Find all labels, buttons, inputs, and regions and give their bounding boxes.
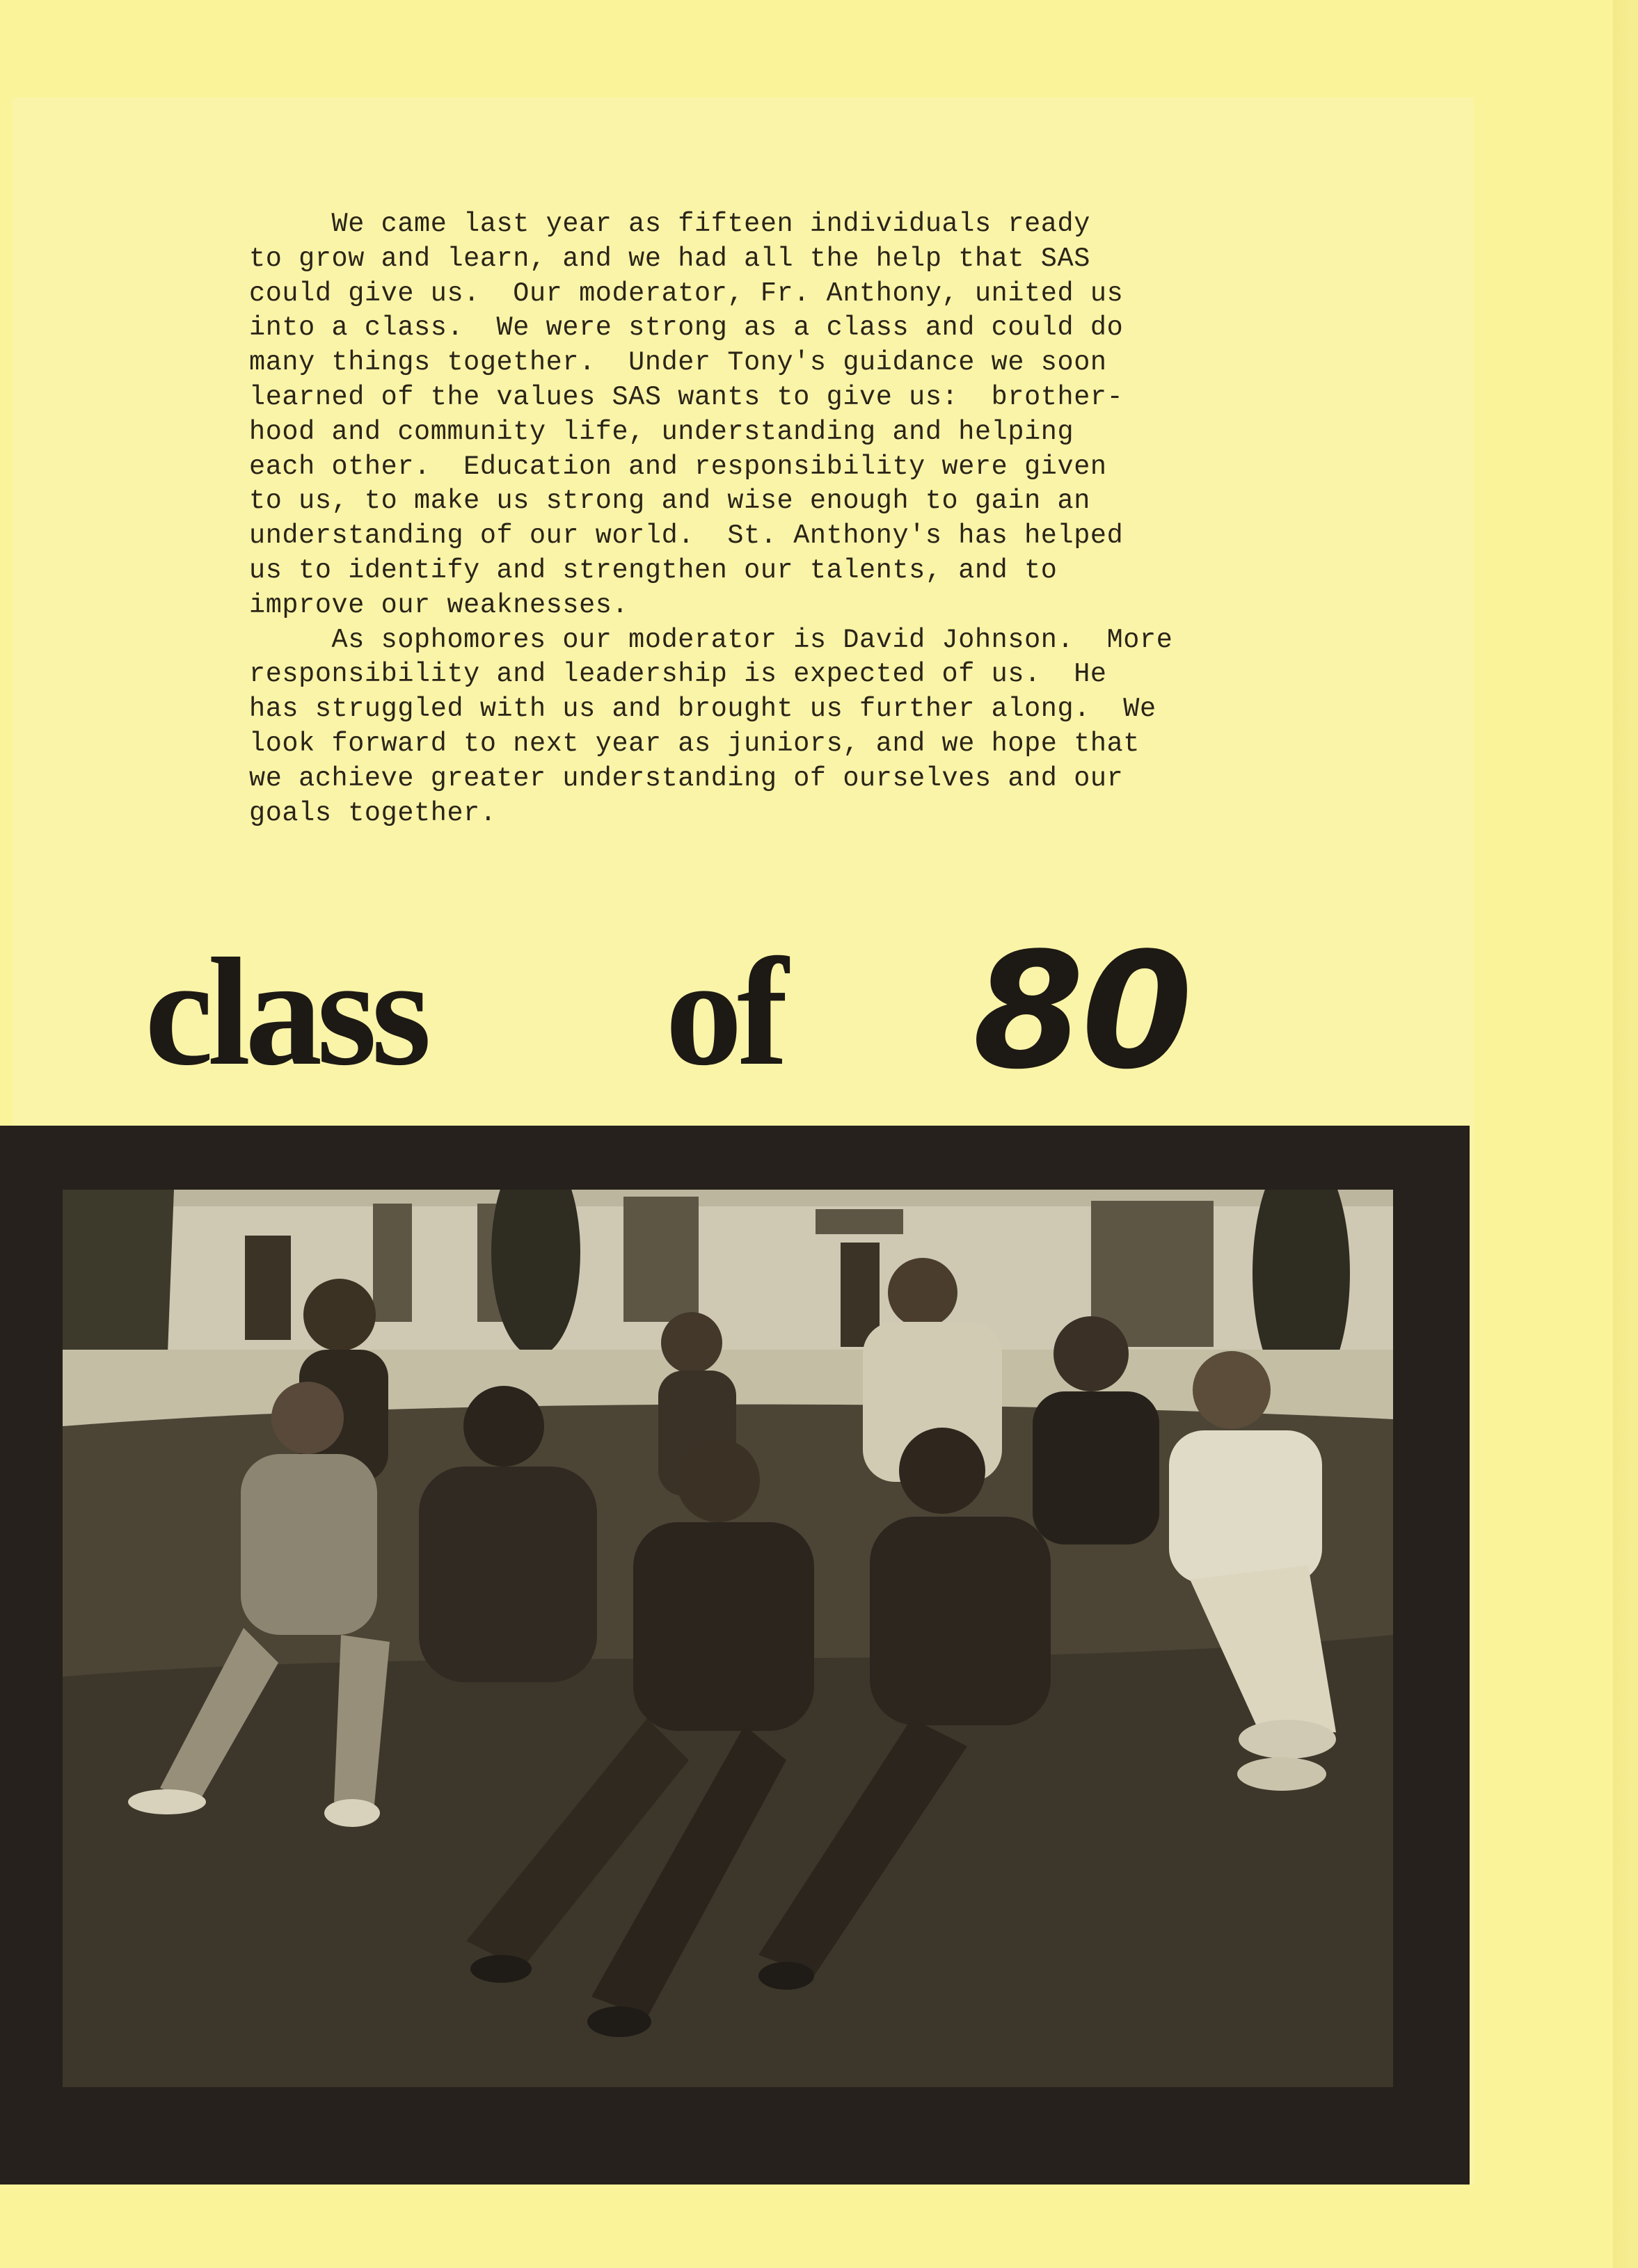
building-door — [245, 1236, 291, 1340]
page-edge — [1613, 0, 1638, 2268]
building-window — [623, 1197, 699, 1322]
building-window — [373, 1204, 412, 1322]
building-window — [816, 1209, 903, 1234]
group-photo — [63, 1190, 1393, 2087]
photo-frame — [0, 1126, 1470, 2185]
headline-word-year: 80 — [973, 919, 1191, 1105]
group-photo-illustration — [63, 1190, 1393, 2087]
body-text: We came last year as fifteen individuals ready to grow and learn, and we had all the help that SAS could give us. Our moderator, Fr. Anthony, united us into a class. We were strong as a class and could do many things together. Under Tony's guidance we soon learned of the values SAS wants to give us: brother- hood and community life, understanding and helping each other. Education and responsibility were given to us, to make us strong and wise enough to gain an understanding of our world. St. Anthony's has helped us to identify and strengthen our talents, and to improve our weaknesses. As sophomores our moderator is David Johnson. More responsibility and leadership is expected of us. He has struggled with us and brought us further along. We look forward to next year as juniors, and we hope that we achieve greater understanding of ourselves and our goals together. — [249, 209, 1173, 829]
headline-word-of: of — [665, 927, 783, 1098]
headline-word-class: class — [145, 927, 426, 1098]
